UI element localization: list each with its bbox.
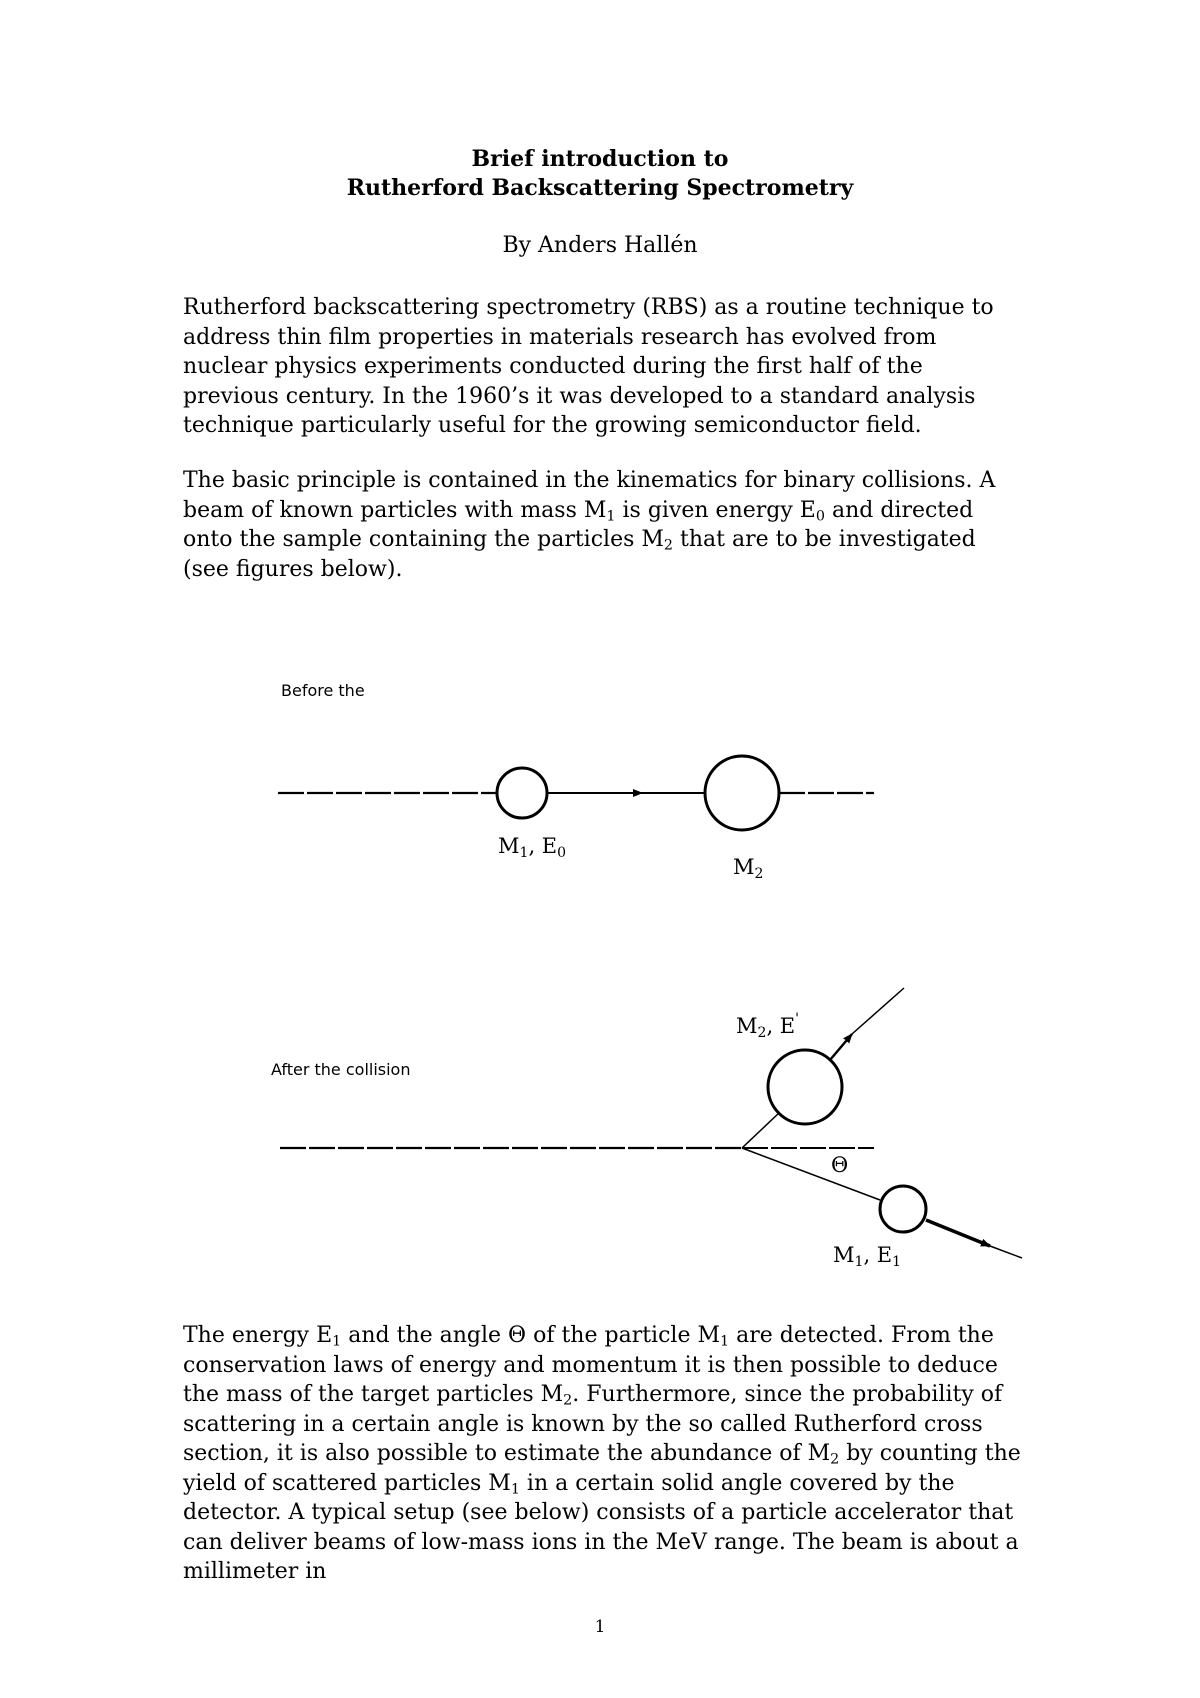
recoil-path-line bbox=[742, 1112, 780, 1148]
before-m1-e0-label bbox=[498, 834, 566, 861]
label-superscript: ' bbox=[795, 1011, 799, 1027]
subscript: 0 bbox=[815, 508, 825, 525]
author-line: By Anders Hallén bbox=[502, 233, 698, 258]
after-m2-e-label bbox=[736, 1011, 799, 1041]
label-text: M bbox=[498, 834, 520, 858]
scattered-path-line bbox=[742, 1148, 880, 1200]
subscript: 2 bbox=[663, 537, 674, 554]
label-text: , E bbox=[863, 1243, 893, 1267]
subscript: 1 bbox=[606, 508, 616, 525]
label-text: M bbox=[733, 855, 755, 879]
label-subscript: 1 bbox=[519, 845, 529, 861]
label-text: , E bbox=[528, 834, 558, 858]
text-span: by counting the yield of scattered particles M bbox=[183, 1441, 1021, 1496]
label-text: M bbox=[736, 1014, 758, 1038]
subscript: 2 bbox=[563, 1392, 573, 1409]
subscript: 1 bbox=[510, 1481, 520, 1498]
subscript: 1 bbox=[719, 1333, 730, 1350]
title-line-1: Brief introduction to bbox=[471, 146, 729, 172]
label-subscript: 1 bbox=[854, 1254, 864, 1270]
angle-theta-label: Θ bbox=[831, 1153, 849, 1177]
text-span: . Furthermore, since the probability of scattering in a certain angle is known by the so called Rutherford cross section, it is also possible to estimate the abundance of M bbox=[183, 1382, 1003, 1466]
title-line-2: Rutherford Backscattering Spectrometry bbox=[346, 175, 854, 201]
text-span: and directed onto the sample containing the particles M bbox=[183, 497, 974, 552]
page-number: 1 bbox=[594, 1617, 606, 1637]
label-subscript: 0 bbox=[557, 845, 567, 861]
before-label: Before the bbox=[281, 681, 365, 700]
projectile-particle-before bbox=[497, 768, 547, 818]
label-text: , E bbox=[766, 1014, 796, 1038]
text-span: are detected. From the conservation laws of energy and momentum it is then possible to deduce the mass of the target particles M bbox=[183, 1323, 998, 1407]
text-span: and the angle Θ of the particle M bbox=[341, 1323, 720, 1348]
text-span: The basic principle is contained in the kinematics for binary collisions. A beam of known particles with mass M bbox=[183, 468, 996, 523]
before-m2-label bbox=[733, 855, 763, 882]
label-subscript: 2 bbox=[757, 1025, 767, 1041]
after-m1-e1-label bbox=[833, 1243, 901, 1270]
paragraph-intro: Rutherford backscattering spectrometry (RBS) as a routine technique to address thin film properties in materials research has evolved from nuclear physics experiments conducted during the first half of the previous century. In the 1960’s it was developed to a standard analysis technique particularly useful for the growing semiconductor field. bbox=[183, 295, 994, 438]
recoil-velocity-arrow bbox=[830, 1034, 852, 1060]
target-particle-before bbox=[705, 756, 779, 830]
projectile-particle-after bbox=[880, 1186, 926, 1232]
after-label: After the collision bbox=[271, 1060, 411, 1079]
text-span: The energy E bbox=[183, 1323, 333, 1348]
scattered-velocity-arrow bbox=[926, 1220, 990, 1246]
subscript: 1 bbox=[332, 1333, 342, 1350]
label-text: M bbox=[833, 1243, 855, 1267]
recoil-direction-line bbox=[852, 988, 904, 1034]
paragraph-detection bbox=[183, 1321, 1023, 1587]
target-particle-after bbox=[768, 1050, 842, 1124]
text-span: that are to be investigated (see figures below). bbox=[183, 527, 976, 582]
label-subscript: 1 bbox=[892, 1254, 902, 1270]
label-subscript: 2 bbox=[754, 866, 764, 882]
text-span: in a certain solid angle covered by the detector. A typical setup (see below) consists of a particle accelerator that can deliver beams of low-mass ions in the MeV range. The beam is about a millimeter in bbox=[183, 1470, 1019, 1584]
text-span: is given energy E bbox=[615, 497, 816, 523]
scattered-direction-line bbox=[990, 1246, 1022, 1258]
subscript: 2 bbox=[830, 1451, 840, 1468]
